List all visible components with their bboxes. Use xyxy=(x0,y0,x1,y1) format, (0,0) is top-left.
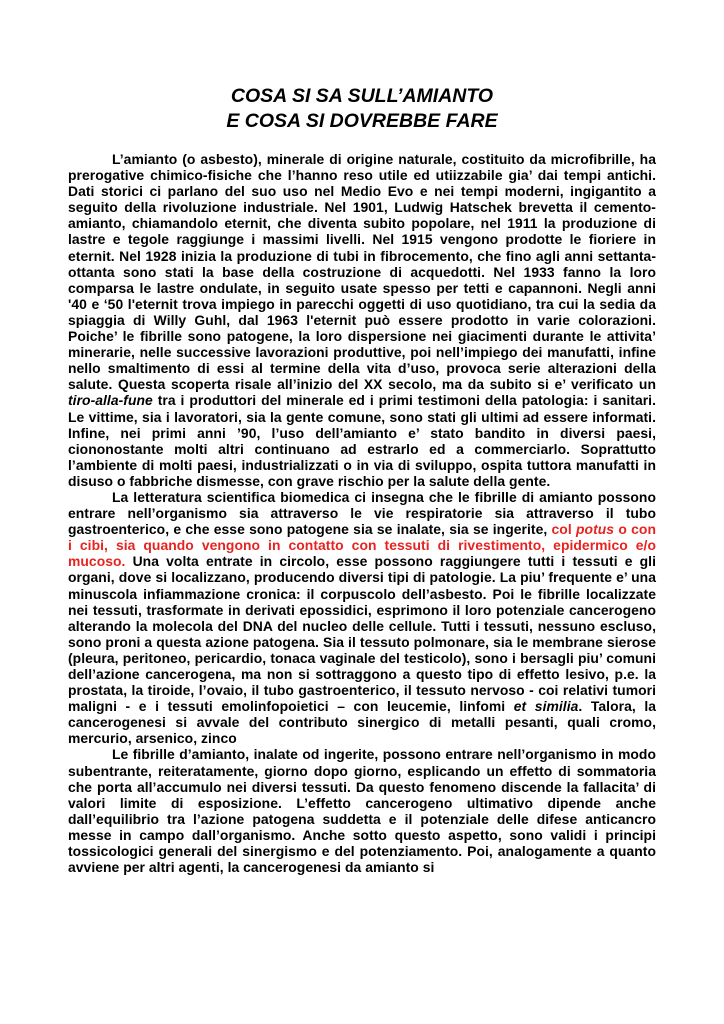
paragraph-accumulation: Le fibrille d’amianto, inalate od ingerite, possono entrare nell’organismo in modo subentrante, reiteratamente, giorno dopo giorno, esplicando un effetto di sommatoria che porta all’accumulo nei diversi tessuti. Da questo fenomeno discende la fallacita’ di valori limite di esposizione. L’effetto cancerogeno ultimativo dipende anche dall’equilibrio tra l’azione patogena suddetta e il potenziale delle difese anticancro messe in campo dall’organismo. Anche sotto questo aspetto, sono validi i principi tossicologici generali del sinergismo e del potenziamento. Poi, analogamente a quanto avviene per altri agenti, la cancerogenesi da amianto si xyxy=(68,746,656,876)
highlighted-text: o con i cibi, sia quando vengono in contatto con tessuti di rivestimento, epidermico e/o mucoso. xyxy=(68,521,656,570)
paragraph-text: Una volta entrate in circolo, esse possono raggiungere tutti i tessuti e gli organi, dove si localizzano, producendo diversi tipi di patologie. La piu’ frequente e’ una minuscola infiammazione cronica: il corpuscolo dell’asbesto. Poi le fibrille localizzate nei tessuti, trasformate in derivati epossidici, esprimono il loro potenziale cancerogeno alterando la molecola del DNA del nucleo delle cellule. Tutti i tessuti, nessuno escluso, sono proni a questa azione patogena. Sia il tessuto polmonare, sia le membrane sierose (pleura, peritoneo, pericardio, tonaca vaginale del testicolo), sono i bersagli piu’ comuni dell’azione cancerogena, ma non si sottraggono a questo tipo di effetto lesivo, p.e. la prostata, la tiroide, l’ovaio, il tubo gastroenterico, il tessuto nervoso - coi relativi tumori maligni - e i tessuti emolinfopoietici – con leucemie, linfomi xyxy=(68,553,656,715)
paragraph-history xyxy=(68,151,656,489)
highlighted-text: col xyxy=(551,521,577,538)
paragraph-pathology xyxy=(68,489,656,747)
document-page xyxy=(68,84,656,875)
paragraph-text: L’amianto (o asbesto), minerale di origine naturale, costituito da microfibrille, ha prerogative chimico-fisiche che l’hanno reso utile ed utiizzabile gia’ dai tempi antichi. Dati storici ci parlano del suo uso nel Medio Evo e nei tempi moderni, ingigantito a seguito della rivoluzione industriale. Nel 1901, Ludwig Hatschek brevetta il cemento-amianto, chiamandolo eternit, che diventa subito popolare, nel 1911 la produzione di lastre e tegole raggiunge i massimi livelli. Nel 1915 vengono prodotte le fioriere in eternit. Nel 1928 inizia la produzione di tubi in fibrocemento, che fino agli anni settanta-ottanta sono stati la base della costruzione di acquedotti. Nel 1933 fanno la loro comparsa le lastre ondulate, in seguito usate spesso per tetti e capannoni. Negli anni '40 e ‘50 l'eternit trova impiego in parecchi oggetti di uso quotidiano, tra cui la sedia da spiaggia di Willy Guhl, dal 1963 l'eternit può essere prodotto in varie colorazioni. Poiche’ le fibrille sono patogene, la loro dispersione nei giacimenti durante le attivita’ minerarie, nelle successive lavorazioni produttive, poi nell’impiego dei manufatti, infine nello smaltimento di essi al termine della vita d’uso, provoca serie alterazioni della salute. Questa scoperta risale all’inizio del XX secolo, ma da subito si e’ verificato un xyxy=(68,151,656,393)
italic-phrase: tiro-alla-fune xyxy=(68,392,153,409)
italic-phrase: et similia xyxy=(513,698,579,715)
paragraph-text: . Talora, la cancerogenesi si avvale del contributo sinergico di metalli pesanti, quali cromo, mercurio, arsenico, zinco xyxy=(68,698,657,747)
document-title xyxy=(68,84,656,134)
highlighted-italic-text: potus xyxy=(576,521,615,538)
paragraph-text: La letteratura scientifica biomedica ci insegna che le fibrille di amianto possono entrare nell’organismo sia attraverso le vie respiratorie sia attraverso il tubo gastroenterico, e che esse sono patogene sia se inalate, sia se ingerite, xyxy=(68,488,656,538)
title-line-2: E COSA SI DOVREBBE FARE xyxy=(226,110,498,132)
title-line-1: COSA SI SA SULL’AMIANTO xyxy=(230,85,494,107)
paragraph-text: tra i produttori del minerale ed i primi testimoni della patologia: i sanitari. Le vittime, sia i lavoratori, sia la gente comune, sono stati gli ultimi ad essere informati. Infine, nei primi anni ’90, l’uso dell’amianto e’ stato bandito in diversi paesi, ciononostante molti altri continuano ad estrarlo ed a commerciarlo. Soprattutto l’ambiente di molti paesi, industrializzati o in via di sviluppo, ospita tuttora manufatti in disuso o fabbriche dismesse, con grave rischio per la salute della gente. xyxy=(68,392,656,489)
